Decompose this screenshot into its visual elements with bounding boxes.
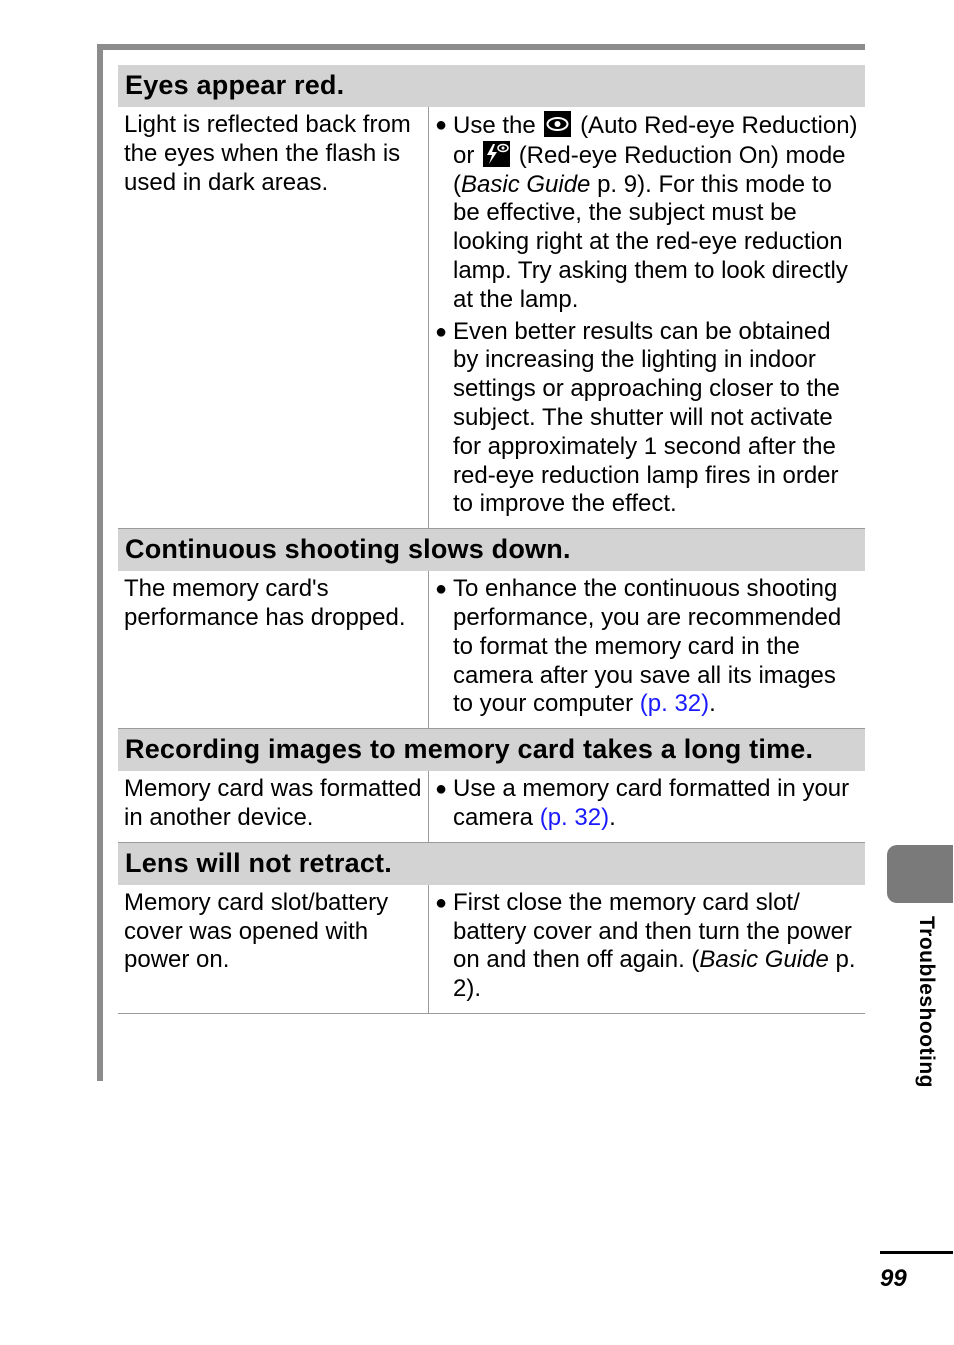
- page-number-rule: [880, 1251, 953, 1254]
- italic-text: Basic Guide: [699, 946, 829, 974]
- solution-cell: [429, 571, 865, 728]
- text: First close the memory card slot/ battery cover and then turn the power on and then off again. (: [453, 888, 852, 974]
- text: .: [609, 803, 616, 831]
- table-row: [118, 885, 865, 1014]
- bullet-icon: ●: [435, 578, 448, 601]
- table-row: [118, 771, 865, 843]
- section-title: Recording images to memory card takes a long time.: [118, 729, 865, 771]
- cause-cell: The memory card's performance has dropped.: [118, 571, 429, 728]
- chapter-label: Troubleshooting: [915, 916, 938, 1088]
- page-link[interactable]: (p. 32): [539, 803, 610, 831]
- red-eye-auto-icon: [544, 111, 571, 137]
- text: (Auto Red-eye Reduction) or: [453, 112, 858, 169]
- solution-cell: [429, 771, 865, 842]
- chapter-tab: [887, 845, 953, 903]
- page-number: 99: [880, 1265, 907, 1292]
- troubleshooting-table: [118, 65, 865, 1014]
- top-rule: [97, 44, 865, 50]
- text: p. 9). For this mode to be effective, the subject must be looking right at the red-eye reduction lamp. Try asking them to look directly at the lamp.: [453, 170, 848, 313]
- text: (Red-eye Reduction On) mode (: [453, 141, 846, 198]
- page-link[interactable]: (p. 32): [639, 690, 710, 718]
- text: .: [709, 690, 716, 718]
- cause-cell: Memory card was formatted in another device.: [118, 771, 429, 842]
- list-item: [435, 111, 859, 315]
- table-row: [118, 107, 865, 529]
- list-item: [435, 318, 859, 520]
- bullet-icon: ●: [435, 778, 448, 801]
- list-item: [435, 889, 859, 1004]
- left-rule: [97, 44, 103, 1081]
- section-title: Lens will not retract.: [118, 843, 865, 885]
- bullet-icon: ●: [435, 114, 448, 136]
- section-title: Eyes appear red.: [118, 65, 865, 107]
- cause-cell: Memory card slot/battery cover was opened with power on.: [118, 885, 429, 1013]
- list-item: [435, 575, 859, 719]
- section-title: Continuous shooting slows down.: [118, 529, 865, 571]
- solution-cell: [429, 885, 865, 1013]
- list-item: [435, 775, 859, 833]
- bullet-icon: ●: [435, 320, 448, 343]
- table-row: [118, 571, 865, 729]
- solution-cell: [429, 107, 865, 528]
- cause-cell: Light is reflected back from the eyes when the flash is used in dark areas.: [118, 107, 429, 528]
- text: p. 2).: [453, 946, 856, 1003]
- text: Use a memory card formatted in your camera: [453, 775, 850, 831]
- red-eye-on-icon: [483, 141, 510, 167]
- text: Use the: [453, 112, 536, 139]
- bullet-icon: ●: [435, 891, 448, 914]
- text: Even better results can be obtained by increasing the lighting in indoor settings or approaching closer to the subject. The shutter will not activate for approximately 1 second after the red-eye reduction lamp fires in order to improve the effect.: [453, 317, 840, 518]
- italic-text: Basic Guide: [461, 170, 591, 198]
- text: To enhance the continuous shooting performance, you are recommended to format the memory card in the camera after you save all its images to your computer: [453, 575, 842, 718]
